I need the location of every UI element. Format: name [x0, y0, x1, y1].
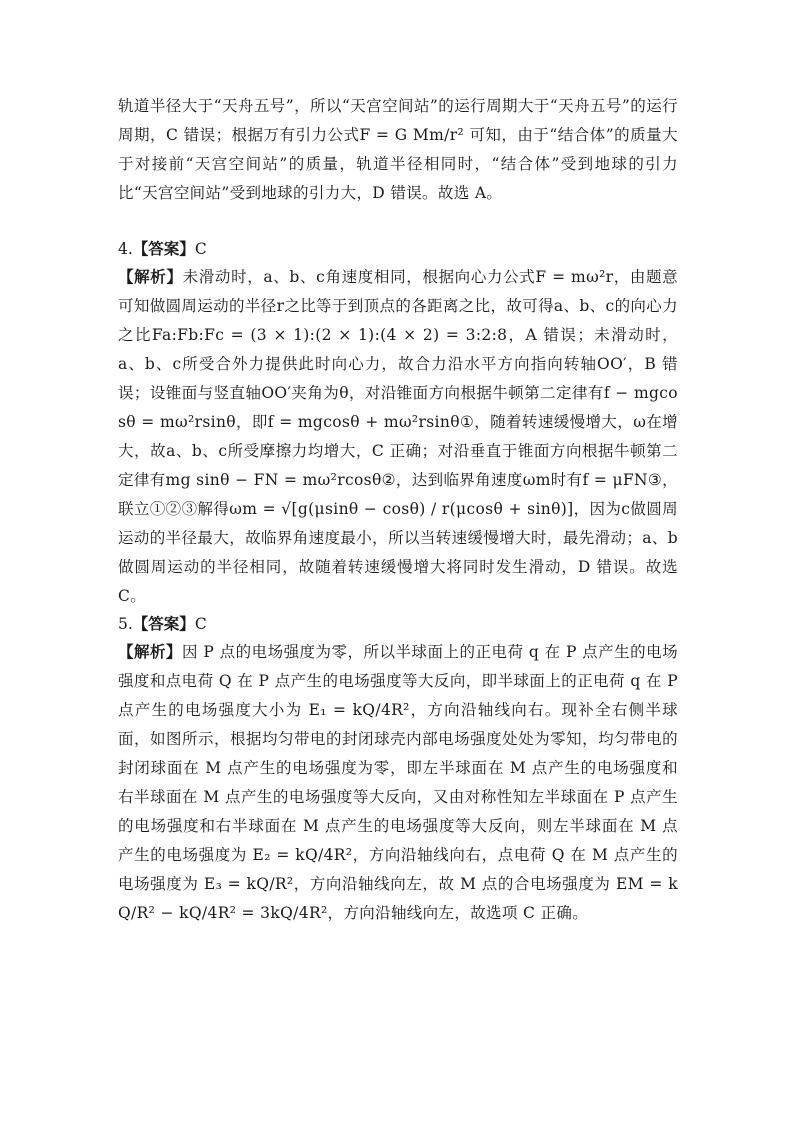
question-4-answer-line — [118, 236, 678, 262]
question-4-answer-tag: 【答案】 — [132, 239, 195, 258]
previous-solution-tail: 轨道半径大于“天舟五号”，所以“天宫空间站”的运行周期大于“天舟五号”的运行周期，C 错误；根据万有引力公式F = G Mm/r² 可知，由于“结合体”的质量大于对接前“天宫空间站”的质量，轨道半径相同时，“结合体”受到地球的引力比“天宫空间站”受到地球的引力大，D 错误。故选 A。 — [118, 97, 678, 202]
question-5-analysis-text: 因 P 点的电场强度为零，所以半球面上的正电荷 q 在 P 点产生的电场强度和点电荷 Q 在 P 点产生的电场强度等大反向，即半球面上的正电荷 q 在 P 点产生的电场强度大小为 E₁ = kQ/4R²，方向沿轴线向右。现补全右侧半球面，如图所示，根据均匀带电的封闭球壳内部电场强度处处为零知，均匀带电的封闭球面在 M 点产生的电场强度为零，即左半球面在 M 点产生的电场强度和右半球面在 M 点产生的电场强度等大反向，又由对称性知左半球面在 P 点产生的电场强度和右半球面在 M 点产生的电场强度等大反向，则左半球面在 M 点产生的电场强度为 E₂ = kQ/4R²，方向沿轴线向右，点电荷 Q 在 M 点产生的电场强度为 E₃ = kQ/R²，方向沿轴线向左，故 M 点的合电场强度为 EM = kQ/R² − kQ/4R² = 3kQ/4R²，方向沿轴线向左，故选项 C 正确。 — [118, 643, 678, 922]
question-5-analysis-tag: 【解析】 — [118, 642, 182, 661]
question-5-block — [118, 611, 678, 928]
question-5-analysis — [118, 637, 678, 928]
spacer — [118, 208, 678, 236]
document-page — [118, 92, 678, 928]
question-4-block — [118, 236, 678, 611]
question-4-number: 4. — [118, 240, 133, 258]
question-4-analysis-tag: 【解析】 — [118, 267, 183, 286]
question-4-analysis-text: 未滑动时，a、b、c角速度相同，根据向心力公式F = mω²r，由题意可知做圆周运动的半径r之比等于到顶点的各距离之比，故可得a、b、c的向心力之比Fa:Fb:Fc = (3 × 1):(2 × 1):(4 × 2) = 3:2:8，A 错误；未滑动时，a、b、c所受合外力提供此时向心力，故合力沿水平方向指向转轴OO′，B 错误；设锥面与竖直轴OO′夹角为θ，对沿锥面方向根据牛顿第二定律有f − mgcosθ = mω²rsinθ，即f = mgcosθ + mω²rsinθ①，随着转速缓慢增大，ω在增大，故a、b、c所受摩擦力均增大，C 正确；对沿垂直于锥面方向根据牛顿第二定律有mg sinθ − FN = mω²rcosθ②，达到临界角速度ωm时有f = μFN③，联立①②③解得ωm = √[g(μsinθ − cosθ) / r(μcosθ + sinθ)]，因为c做圆周运动的半径最大，故临界角速度最小，所以当转速缓慢增大时，最先滑动；a、b做圆周运动的半径相同，故随着转速缓慢增大将同时发生滑动，D 错误。故选 C。 — [118, 268, 678, 605]
question-5-answer: C — [194, 615, 207, 633]
question-5-answer-line — [118, 611, 678, 637]
question-4-analysis — [118, 262, 678, 611]
question-5-number: 5. — [118, 615, 133, 633]
question-5-answer-tag: 【答案】 — [132, 614, 195, 633]
question-4-answer: C — [194, 240, 207, 258]
